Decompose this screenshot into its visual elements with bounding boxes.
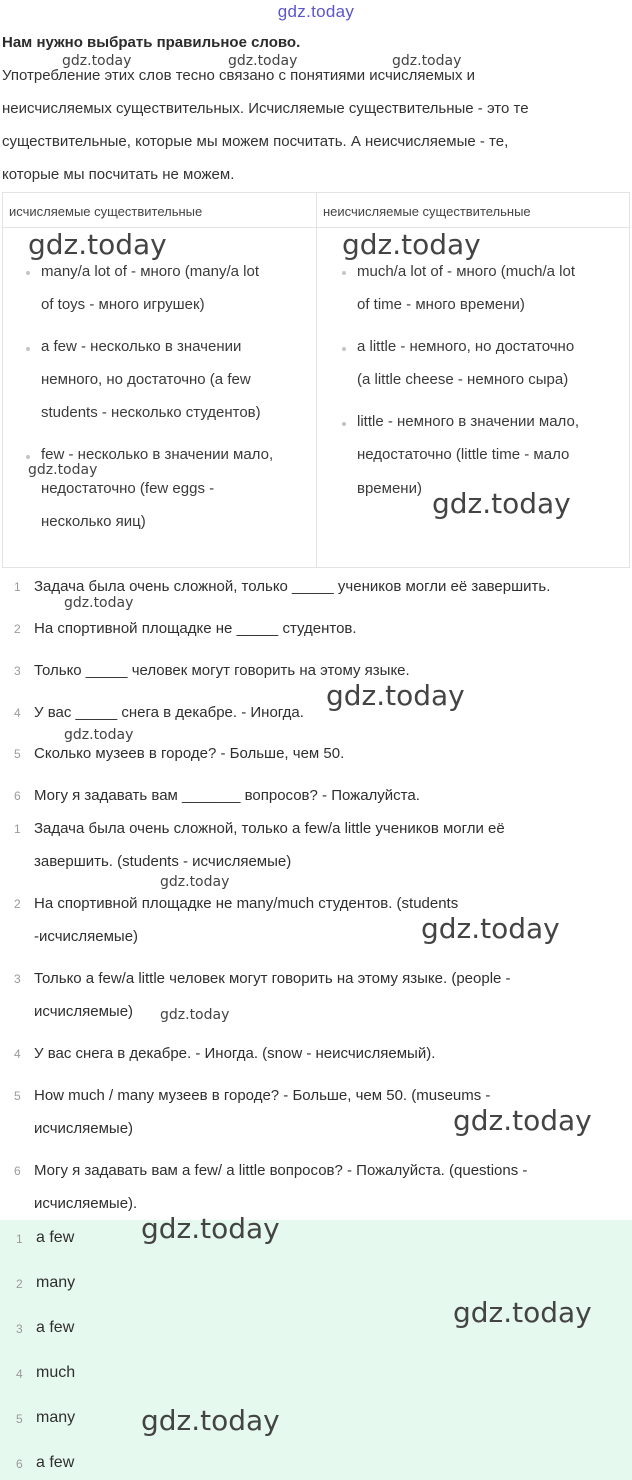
question-text: Сколько музеев в городе? - Больше, чем 50. (34, 745, 345, 762)
table-header-countable: исчисляемые существительные (9, 204, 203, 219)
explanation-text: завершить. (students - исчисляемые) (34, 853, 292, 870)
bullet-icon (26, 271, 30, 275)
explanation-text: У вас снега в декабре. - Иногда. (snow - неисчисляемый). (34, 1045, 436, 1062)
explanation-text: исчисляемые) (34, 1120, 134, 1137)
answer-text: much (36, 1364, 76, 1381)
table-header-uncountable: неисчисляемые существительные (323, 204, 531, 219)
question-number: 3 (14, 664, 21, 678)
table-cell-line: of toys - много игрушек) (41, 296, 205, 313)
answer-text: many (36, 1409, 76, 1426)
table-cell-line: students - несколько студентов) (41, 404, 261, 421)
explanation-number: 4 (14, 1047, 21, 1061)
question-text: На спортивной площадке не _____ студентов. (34, 620, 357, 637)
question-number: 5 (14, 747, 21, 761)
explanation-number: 2 (14, 897, 21, 911)
explanation-text: How much / many музеев в городе? - Больше, чем 50. (museums - (34, 1087, 491, 1104)
explanation-text: исчисляемые) (34, 1003, 134, 1020)
explanation-text: -исчисляемые) (34, 928, 139, 945)
watermark: gdz.today (421, 912, 560, 945)
table-cell-line: (a little cheese - немного сыра) (357, 371, 569, 388)
intro-line: которые мы посчитать не можем. (2, 166, 235, 183)
answer-number: 5 (16, 1412, 23, 1426)
explanation-text: исчисляемые). (34, 1195, 138, 1212)
watermark: gdz.today (342, 228, 481, 261)
bullet-icon (26, 455, 30, 459)
table-column-divider (316, 193, 317, 567)
intro-title: Нам нужно выбрать правильное слово. (2, 34, 301, 51)
watermark: gdz.today (141, 1212, 280, 1245)
table-cell-line: a little - немного, но достаточно (357, 338, 575, 355)
table-cell-line: much/a lot of - много (much/a lot (357, 263, 575, 280)
watermark: gdz.today (432, 487, 571, 520)
table-cell-line: немного, но достаточно (a few (41, 371, 251, 388)
table-cell-line: little - немного в значении мало, (357, 413, 579, 430)
watermark: gdz.today (453, 1104, 592, 1137)
explanation-number: 3 (14, 972, 21, 986)
watermark: gdz.today (160, 1007, 230, 1023)
answer-number: 4 (16, 1367, 23, 1381)
table-cell-line: a few - несколько в значении (41, 338, 242, 355)
intro-line: неисчисляемых существительных. Исчисляемые существительные - это те (2, 100, 529, 117)
question-text: Только _____ человек могут говорить на этому языке. (34, 662, 410, 679)
explanation-text: На спортивной площадке не many/much студентов. (students (34, 895, 459, 912)
explanation-text: Могу я задавать вам a few/ a little вопросов? - Пожалуйста. (questions - (34, 1162, 528, 1179)
table-cell-line: недостаточно (few eggs - (41, 480, 215, 497)
explanation-text: Только a few/a little человек могут говорить на этому языке. (people - (34, 970, 511, 987)
question-number: 1 (14, 580, 21, 594)
question-text: Могу я задавать вам _______ вопросов? - Пожалуйста. (34, 787, 420, 804)
watermark: gdz.today (453, 1296, 592, 1329)
answer-text: many (36, 1274, 76, 1291)
watermark: gdz.today (28, 228, 167, 261)
answer-number: 2 (16, 1277, 23, 1291)
answer-text: a few (36, 1229, 75, 1246)
question-number: 2 (14, 622, 21, 636)
watermark: gdz.today (326, 679, 465, 712)
watermark: gdz.today (64, 595, 134, 611)
table-cell-line: несколько яиц) (41, 513, 146, 530)
watermark: gdz.today (62, 53, 132, 69)
answer-text: a few (36, 1454, 75, 1471)
question-number: 4 (14, 706, 21, 720)
bullet-icon (342, 347, 346, 351)
answers-panel (0, 1220, 632, 1480)
bullet-icon (342, 271, 346, 275)
site-title: gdz.today (277, 2, 355, 21)
table-cell-line: few - несколько в значении мало, (41, 446, 274, 463)
watermark: gdz.today (160, 874, 230, 890)
intro-line: существительные, которые мы можем посчитать. А неисчисляемые - те, (2, 133, 509, 150)
answer-number: 6 (16, 1457, 23, 1471)
table-cell-line: времени) (357, 480, 422, 497)
question-number: 6 (14, 789, 21, 803)
explanation-number: 1 (14, 822, 21, 836)
answer-text: a few (36, 1319, 75, 1336)
bullet-icon (26, 347, 30, 351)
watermark: gdz.today (392, 53, 462, 69)
explanation-text: Задача была очень сложной, только a few/a little учеников могли её (34, 820, 505, 837)
answer-number: 3 (16, 1322, 23, 1336)
explanation-number: 6 (14, 1164, 21, 1178)
watermark: gdz.today (141, 1404, 280, 1437)
answer-number: 1 (16, 1232, 23, 1246)
watermark: gdz.today (64, 727, 134, 743)
bullet-icon (342, 422, 346, 426)
watermark: gdz.today (228, 53, 298, 69)
question-text: У вас _____ снега в декабре. - Иногда. (34, 704, 304, 721)
explanation-number: 5 (14, 1089, 21, 1103)
question-text: Задача была очень сложной, только _____ учеников могли её завершить. (34, 578, 551, 595)
table-cell-line: недостаточно (little time - мало (357, 446, 570, 463)
table-cell-line: of time - много времени) (357, 296, 525, 313)
table-cell-line: many/a lot of - много (many/a lot (41, 263, 259, 280)
watermark: gdz.today (28, 462, 98, 478)
intro-line: Употребление этих слов тесно связано с понятиями исчисляемых и (2, 67, 476, 84)
